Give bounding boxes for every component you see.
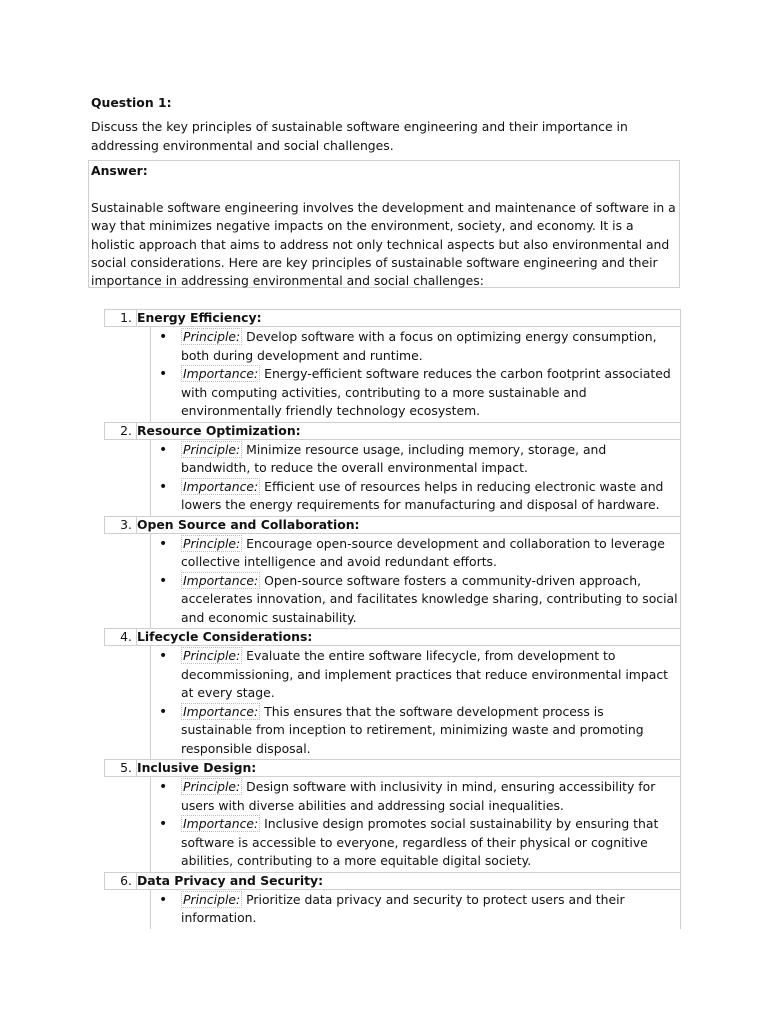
principle-title: Data Privacy and Security:	[137, 872, 324, 888]
principle-details	[150, 646, 681, 759]
answer-intro: Sustainable software engineering involves the development and maintenance of software in a way that minimizes negative impacts on the environment, society, and economy. It is a holistic approach that aims to address not only technical aspects but also environmental and social considerations. Here are key principles of sustainable software engineering and their importance in addressing environmental and social challenges:	[91, 200, 676, 289]
principle-number: 3.	[105, 517, 137, 533]
question-title: Question 1:	[91, 95, 172, 110]
bullet-point	[151, 535, 680, 572]
bullet-point	[151, 647, 680, 703]
bullet-point	[151, 441, 680, 478]
bullet-label: Importance:	[183, 478, 259, 494]
principle-title: Lifecycle Considerations:	[137, 629, 313, 644]
bullet-point	[151, 328, 680, 365]
bullet-label: Importance:	[183, 703, 259, 719]
principle-title: Resource Optimization:	[137, 422, 301, 438]
bullet-text: Design software with inclusivity in mind, ensuring accessibility for users with diverse abilities and addressing social inequalities.	[181, 779, 656, 813]
bullet-text: Inclusive design promotes social sustainability by ensuring that software is accessible to everyone, regardless of their physical or cognitive abilities, contributing to a more equitable digital society.	[181, 816, 659, 868]
bullet-label: Principle:	[183, 441, 241, 457]
bullet-text: Efficient use of resources helps in reducing electronic waste and lowers the energy requirements for manufacturing and disposal of hardware.	[181, 478, 664, 512]
principle-details	[150, 777, 681, 872]
bullet-text: Energy-efficient software reduces the carbon footprint associated with computing activities, contributing to a more sustainable and environmentally friendly technology ecosystem.	[181, 366, 671, 418]
bullet-label: Importance:	[183, 816, 259, 831]
bullet-point	[151, 365, 680, 421]
principle-title: Inclusive Design:	[137, 760, 257, 775]
bullet-text: Minimize resource usage, including memory, storage, and bandwidth, to reduce the overall environmental impact.	[181, 441, 607, 475]
question-text: Discuss the key principles of sustainable software engineering and their importance in addressing environmental and social challenges.	[91, 119, 628, 153]
principle-number: 2.	[105, 423, 137, 439]
principle-details	[150, 440, 681, 516]
bullet-label: Importance:	[183, 366, 259, 381]
bullet-text: Prioritize data privacy and security to protect users and their information.	[181, 891, 625, 925]
principle-item	[104, 309, 681, 422]
bullet-point	[151, 891, 680, 928]
principle-item	[104, 422, 681, 516]
principle-title: Energy Efficiency:	[137, 310, 262, 325]
bullet-point	[151, 572, 680, 628]
principle-details	[150, 327, 681, 422]
bullet-label: Importance:	[183, 572, 259, 588]
principle-heading	[104, 422, 681, 440]
answer-label: Answer:	[91, 163, 148, 178]
principle-number: 4.	[105, 629, 137, 645]
bullet-point	[151, 478, 680, 515]
bullet-text: Encourage open-source development and collaboration to leverage collective intelligence and avoid redundant efforts.	[181, 535, 665, 569]
bullet-point	[151, 778, 680, 815]
principle-item	[104, 872, 681, 929]
principle-number: 5.	[105, 760, 137, 776]
principle-number: 1.	[105, 310, 137, 326]
bullet-point	[151, 815, 680, 871]
bullet-label: Principle:	[183, 535, 241, 551]
principle-heading	[104, 759, 681, 777]
answer-box	[88, 160, 680, 288]
bullet-label: Principle:	[183, 329, 241, 344]
principle-details	[150, 534, 681, 629]
principle-heading	[104, 516, 681, 534]
principle-item	[104, 759, 681, 872]
bullet-label: Principle:	[183, 779, 241, 794]
bullet-text: This ensures that the software development process is sustainable from inception to retirement, minimizing waste and promoting responsible disposal.	[181, 703, 644, 756]
bullet-point	[151, 703, 680, 759]
principle-number: 6.	[105, 873, 137, 889]
bullet-text: Develop software with a focus on optimizing energy consumption, both during development and runtime.	[181, 329, 657, 363]
principles-list	[104, 309, 681, 929]
bullet-text: Open-source software fosters a community-driven approach, accelerates innovation, and facilitates knowledge sharing, contributing to social and economic sustainability.	[181, 572, 678, 625]
principle-heading	[104, 872, 681, 890]
principle-title: Open Source and Collaboration:	[137, 516, 360, 532]
principle-heading	[104, 309, 681, 327]
bullet-label: Principle:	[183, 648, 241, 663]
bullet-text: Evaluate the entire software lifecycle, from development to decommissioning, and implement practices that reduce environmental impact at every stage.	[181, 648, 668, 700]
principle-item	[104, 516, 681, 629]
bullet-label: Principle:	[183, 891, 241, 907]
principle-heading	[104, 628, 681, 646]
principle-details	[150, 890, 681, 929]
principle-item	[104, 628, 681, 759]
